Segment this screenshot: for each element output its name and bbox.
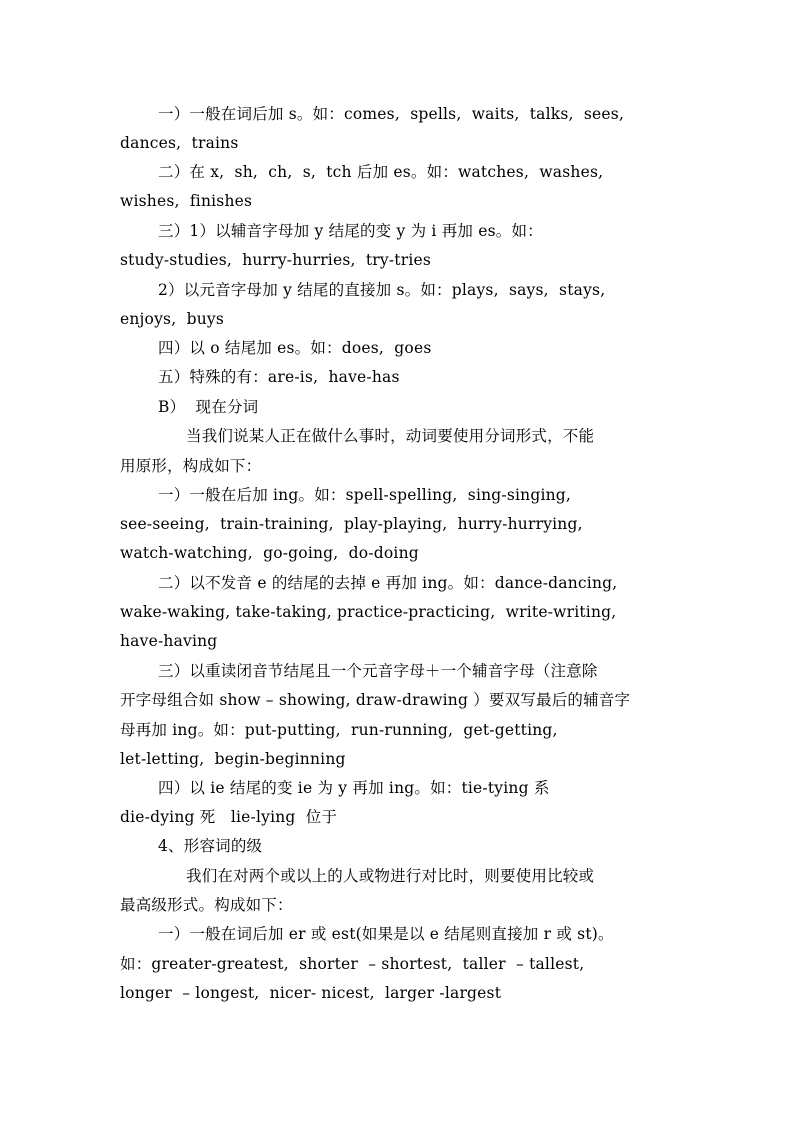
- text-line: 五）特殊的有：are-is, have-has: [158, 368, 400, 386]
- text-line: 四）以 o 结尾加 es。如：does, goes: [158, 339, 432, 357]
- text-line: study-studies, hurry-hurries, try-tries: [120, 251, 432, 269]
- text-line: 二）在 x, sh, ch, s, tch 后加 es。如：watches, washes,: [158, 163, 604, 181]
- text-line: 当我们说某人正在做什么事时，动词要使用分词形式，不能: [186, 427, 595, 445]
- text-line: 我们在对两个或以上的人或物进行对比时，则要使用比较或: [186, 867, 595, 885]
- text-line: 2）以元音字母加 y 结尾的直接加 s。如：plays, says, stays,: [158, 281, 606, 299]
- text-line: dances, trains: [120, 134, 239, 152]
- text-line: see-seeing, train-training, play-playing, hurry-hurrying,: [120, 515, 583, 533]
- text-line: 一）一般在词后加 er 或 est(如果是以 e 结尾则直接加 r 或 st)。: [158, 925, 614, 943]
- text-line: die-dying 死 lie-lying 位于: [120, 808, 338, 826]
- text-line: watch-watching, go-going, do-doing: [120, 544, 419, 562]
- text-line: 开字母组合如 show – showing, draw-drawing ）要双写最后的辅音字: [120, 691, 631, 709]
- text-line: 三）1）以辅音字母加 y 结尾的变 y 为 i 再加 es。如：: [158, 222, 543, 240]
- section-heading: 4、形容词的级: [158, 837, 263, 855]
- text-line: 如：greater-greatest, shorter – shortest, taller – tallest,: [120, 955, 585, 973]
- text-line: 三）以重读闭音节结尾且一个元音字母＋一个辅音字母（注意除: [158, 662, 598, 680]
- text-line: 一）一般在后加 ing。如：spell-spelling, sing-singing,: [158, 486, 572, 504]
- text-line: wake-waking, take-taking, practice-practicing, write-writing,: [120, 603, 617, 621]
- text-line: wishes, finishes: [120, 192, 253, 210]
- text-line: 母再加 ing。如：put-putting, run-running, get-getting,: [120, 721, 558, 739]
- text-line: 一）一般在词后加 s。如：comes, spells, waits, talks, sees,: [158, 105, 625, 123]
- section-heading: B） 现在分词: [158, 398, 259, 416]
- text-line: have-having: [120, 632, 218, 650]
- text-line: 二）以不发音 e 的结尾的去掉 e 再加 ing。如：dance-dancing,: [158, 574, 618, 592]
- text-line: longer – longest, nicer- nicest, larger -largest: [120, 984, 502, 1002]
- text-line: 四）以 ie 结尾的变 ie 为 y 再加 ing。如：tie-tying 系: [158, 779, 550, 797]
- text-line: 最高级形式。构成如下：: [120, 896, 293, 914]
- text-line: let-letting, begin-beginning: [120, 750, 346, 768]
- text-line: enjoys, buys: [120, 310, 225, 328]
- text-line: 用原形，构成如下：: [120, 457, 262, 475]
